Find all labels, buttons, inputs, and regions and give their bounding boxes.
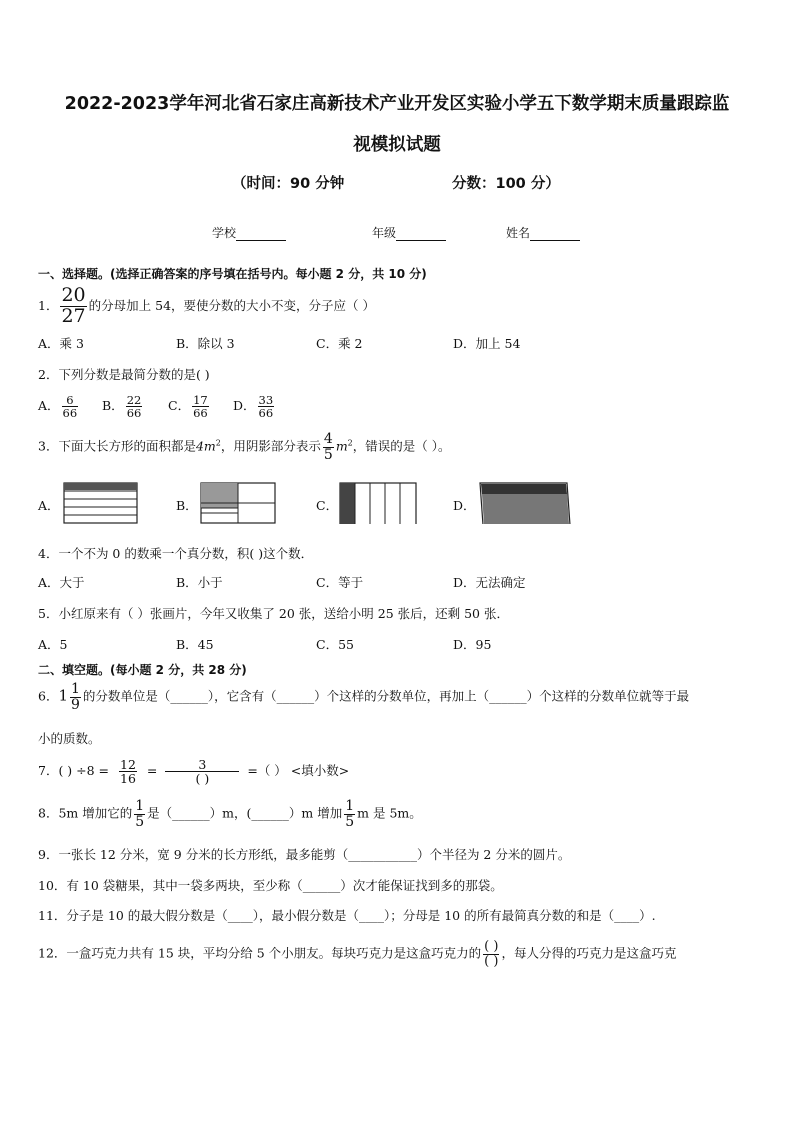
school-field (212, 224, 286, 241)
q6-fraction: $\frac{1}{9}$ (71, 681, 80, 713)
q5-option-d[interactable]: D．95 (453, 637, 492, 652)
question-7: 7．( ) ÷8 = $\frac{12}{16}$ = $\frac{3}{( )}$ =（ ） <填小数> (38, 757, 350, 787)
q4-option-c[interactable]: C．等于 (316, 575, 364, 590)
question-2: 2．下列分数是最简分数的是( ) (38, 367, 210, 382)
q3-option-c[interactable]: C． (316, 498, 339, 513)
q7-fraction-2[interactable]: $\frac{3}{( )}$ (165, 758, 239, 785)
question-6: 6．1 $\frac{1}{9}$ 的分数单位是（______），它含有（______）个这样的分数单位，再加上（______）个这样的分数单位就等于最 (38, 681, 690, 713)
q2-option-d[interactable]: D． $\frac{33}{66}$ (233, 393, 274, 421)
q1-option-b[interactable]: B．除以 3 (176, 336, 235, 351)
q2-option-c[interactable]: C． $\frac{17}{66}$ (168, 393, 208, 421)
question-10: 10．有 10 袋糖果，其中一袋多两块，至少称（______）次才能保证找到多的那袋。 (38, 878, 503, 893)
page-title-line2: 视模拟试题 (353, 135, 441, 155)
question-3: 3．下面大长方形的面积都是$4m^2$，用阴影部分表示 $\frac{4}{5}$ $m^2$，错误的是（ ）。 (38, 431, 451, 463)
q5-option-a[interactable]: A．5 (38, 637, 68, 652)
q12-fraction[interactable]: $\frac{( )}{( )}$ (484, 939, 499, 969)
q4-option-d[interactable]: D．无法确定 (453, 575, 526, 590)
q4-option-b[interactable]: B．小于 (176, 575, 223, 590)
exam-score: 分数：100 分） (452, 176, 560, 192)
grade-blank[interactable] (396, 228, 446, 241)
question-1 (38, 286, 375, 327)
q1-number: 1． (38, 297, 59, 313)
question-8: 8．5m 增加它的 $\frac{1}{5}$ 是（______）m，(______）m 增加 $\frac{1}{5}$ m 是 5m。 (38, 798, 422, 830)
grade-field (372, 224, 446, 241)
q3-option-b[interactable]: B． (176, 498, 198, 513)
page-title-line1: 2022-2023学年河北省石家庄高新技术产业开发区实验小学五下数学期末质量跟踪监 (64, 94, 730, 114)
name-field (506, 224, 580, 241)
q3-option-a[interactable]: A． (38, 498, 60, 513)
name-label: 姓名 (506, 226, 531, 240)
question-4: 4．一个不为 0 的数乘一个真分数，积( )这个数． (38, 546, 314, 561)
exam-time: （时间：90 分钟 (232, 176, 345, 192)
q4-option-a[interactable]: A．大于 (38, 575, 85, 590)
school-blank[interactable] (236, 228, 286, 241)
q3-fraction: $\frac{4}{5}$ (323, 431, 333, 463)
q1-option-d[interactable]: D．加上 54 (453, 336, 521, 351)
q3-figure-b (200, 482, 277, 524)
q5-option-c[interactable]: C．55 (316, 637, 354, 652)
grade-label: 年级 (372, 226, 397, 240)
q2-option-a[interactable]: A． $\frac{6}{66}$ (38, 393, 78, 421)
section1-heading: 一、选择题。(选择正确答案的序号填在括号内。每小题 2 分，共 10 分) (38, 267, 427, 281)
q1-option-a[interactable]: A．乘 3 (38, 336, 84, 351)
q3-figure-d (479, 482, 571, 524)
section2-heading: 二、填空题。(每小题 2 分，共 28 分) (38, 663, 247, 677)
question-9: 9．一张长 12 分米，宽 9 分米的长方形纸，最多能剪（___________）个半径为 2 分米的圆片。 (38, 847, 571, 862)
q1-fraction: $\frac{20}{27}$ (61, 284, 86, 327)
q3-option-d[interactable]: D． (453, 498, 476, 513)
q7-fraction: $\frac{12}{16}$ (120, 757, 136, 787)
q5-option-b[interactable]: B．45 (176, 637, 214, 652)
name-blank[interactable] (530, 228, 580, 241)
school-label: 学校 (212, 226, 237, 240)
question-11: 11．分子是 10 的最大假分数是（____），最小假分数是（____）；分母是 10 的所有最简真分数的和是（____）. (38, 908, 656, 923)
question-6-cont: 小的质数。 (38, 731, 101, 746)
q3-figure-a (63, 482, 139, 524)
question-12: 12．一盒巧克力共有 15 块，平均分给 5 个小朋友。每块巧克力是这盒巧克力的 $\frac{( )}{( )}$ ，每人分得的巧克力是这盒巧克 (38, 939, 677, 969)
q1-option-c[interactable]: C．乘 2 (316, 336, 363, 351)
q1-text: 的分母加上 54，要使分数的大小不变，分子应（ ） (88, 297, 375, 313)
question-5: 5．小红原来有（ ）张画片，今年又收集了 20 张，送给小明 25 张后，还剩 50 张． (38, 606, 509, 621)
q2-option-b[interactable]: B． $\frac{22}{66}$ (102, 393, 142, 421)
q3-figure-c (339, 482, 419, 524)
